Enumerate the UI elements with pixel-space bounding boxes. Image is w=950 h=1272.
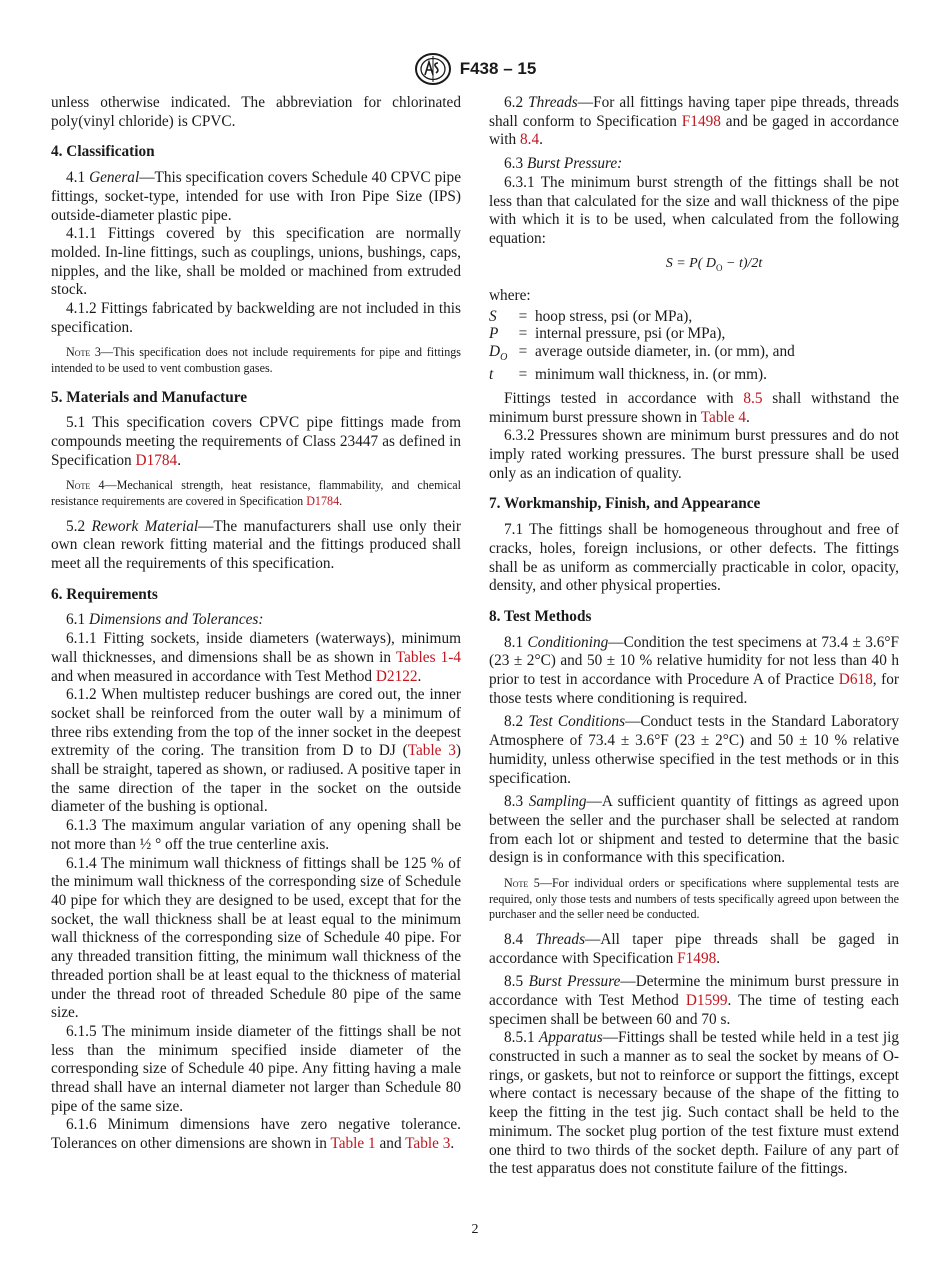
paragraph-4-1-2: 4.1.2 Fittings fabricated by backwelding are not included in this specification. (51, 300, 461, 336)
where-label: where: (489, 287, 531, 305)
paragraph-4-1: 4.1 General—This specification covers Schedule 40 CPVC pipe fittings, socket-type, intended for use with Iron Pipe Size (IPS) outside-diameter plastic pipe. (51, 169, 461, 224)
ref-table-1-link[interactable]: Table 1 (330, 1135, 376, 1153)
ref-d1599-link[interactable]: D1599 (685, 991, 728, 1009)
paragraph-8-2: 8.2 Test Conditions—Conduct tests in the Standard Laboratory Atmosphere of 73.4 ± 3.6°F (23 ± 2°C) and 50 ± 10 % relative humidity, unless otherwise specified in the test methods or in this specification. (489, 713, 899, 787)
note-3: Note 3—This specification does not include requirements for pipe and fittings intended to be used to vent combustion gases. (51, 345, 462, 376)
paragraph-8-3: 8.3 Sampling—A sufficient quantity of fittings as agreed upon between the seller and the purchaser shall be selected at random from each lot or shipment and tested to determine that the basic design is in conformance with this specification. (489, 793, 900, 867)
ref-d1784-note-link[interactable]: D1784 (306, 494, 340, 509)
variable-row: t = minimum wall thickness, in. (or mm). (489, 366, 767, 384)
paragraph-8-5-1: 8.5.1 Apparatus—Fittings shall be tested while held in a test jig constructed in such a manner as to seal the socket by means of O-rings, or gaskets, but not to reinforce or support the fittings, except where contact is necessary because of the shape of the fitting to keep the fitting in the test jig. Such contact shall be held to the minimum. The socket plug portion of the test fixture must extend one third to two thirds of the socket depth. Failure of any part of the test apparatus does not constitute failure of the fittings. (489, 1029, 899, 1178)
paragraph-6-2: 6.2 Threads—For all fittings having taper pipe threads, threads shall conform to Specification F1498 and be gaged in accordance with 8.4. (489, 94, 899, 149)
ref-f1498-link-2[interactable]: F1498 (677, 949, 717, 967)
paragraph-6-1-1: 6.1.1 Fitting sockets, inside diameters (waterways), minimum wall thicknesses, and dimensions shall be as shown in Tables 1-4 and when measured in accordance with Test Method D2122. (51, 630, 462, 685)
note-5: Note 5—For individual orders or specifications where supplemental tests are required, only those tests and numbers of tests specifically agreed upon between the purchaser and the seller need be conducted. (489, 876, 899, 922)
paragraph-6-1-4: 6.1.4 The minimum wall thickness of fittings shall be 125 % of the minimum wall thickness of the corresponding size of Schedule 40 pipe for which they are designed to be used, except that for the socket, the wall thickness shall be at least equal to the minimum wall thickness of the corresponding size of Schedule 40 pipe. For any threaded transition fitting, the minimum wall thickness of the threaded portion shall be at least equal to the thickness of material under the thread root of threaded Schedule 80 pipe of the same size. (51, 854, 461, 1022)
paragraph-5-1: 5.1 This specification covers CPVC pipe fittings made from compounds meeting the requirements of Class 23447 as defined in Specification D1784. (51, 414, 461, 469)
document-id: F438 – 15 (459, 59, 537, 78)
variable-row: S = hoop stress, psi (or MPa), (489, 307, 693, 325)
paragraph-4-1-1: 4.1.1 Fittings covered by this specification are normally molded. In-line fittings, such as couplings, unions, bushings, caps, nipples, and the like, shall be molded or machined from extruded stock. (51, 225, 461, 299)
ref-d2122-link[interactable]: D2122 (375, 667, 418, 685)
ref-f1498-link[interactable]: F1498 (681, 112, 721, 130)
paragraph-8-4: 8.4 Threads—All taper pipe threads shall be gaged in accordance with Specification F1498. (489, 930, 899, 967)
ref-table-3-link-2[interactable]: Table 3 (405, 1135, 451, 1153)
paragraph-6-3: 6.3 Burst Pressure: (504, 155, 623, 173)
paragraph-5-2: 5.2 Rework Material—The manufacturers shall use only their own clean rework fitting material and the fittings produced shall meet all the requirements of this specification. (51, 517, 461, 573)
section-7-heading: 7. Workmanship, Finish, and Appearance (489, 495, 761, 513)
ref-8-4-link[interactable]: 8.4 (520, 131, 540, 149)
paragraph-8-1: 8.1 Conditioning—Condition the test specimens at 73.4 ± 3.6°F (23 ± 2°C) and 50 ± 10 % relative humidity for not less than 40 h prior to test in accordance with Procedure A of Practice D618, for those tests where conditioning is required. (489, 633, 899, 707)
burst-equation: S = P( $D_O - t)/2t$ (665, 255, 763, 273)
paragraph-7-1: 7.1 The fittings shall be homogeneous throughout and free of cracks, holes, foreign inclusions, or other defects. The fittings shall be as uniform as commercially practicable in color, opacity, density, and other physical properties. (489, 521, 899, 595)
paragraph-6-1-5: 6.1.5 The minimum inside diameter of the fittings shall be not less than the minimum specified inside diameter of the corresponding size of Schedule 40 pipe. Any fitting having a male thread shall have an internal diameter not larger than Schedule 80 pipe of the same size. (51, 1022, 461, 1115)
ref-8-5-link[interactable]: 8.5 (743, 389, 763, 407)
variable-row: P = internal pressure, psi (or MPa), (489, 325, 726, 343)
section-5-heading: 5. Materials and Manufacture (51, 388, 248, 406)
paragraph-8-5: 8.5 Burst Pressure—Determine the minimum burst pressure in accordance with Test Method D1599. The time of testing each specimen shall be between 60 and 70 s. (489, 973, 899, 1028)
page-header (0, 52, 950, 88)
note-4: Note 4—Mechanical strength, heat resistance, flammability, and chemical resistance requirements are covered in Specification D1784. (51, 478, 461, 509)
ref-d1784-link[interactable]: D1784 (135, 451, 178, 469)
page-number: 2 (471, 1222, 479, 1237)
paragraph-6-1: 6.1 Dimensions and Tolerances: (66, 611, 264, 629)
paragraph-6-3-1: 6.3.1 The minimum burst strength of the fittings shall be not less than that calculated for the size and wall thickness of the pipe with which it is to be used, when calculated from the following equation: (489, 173, 899, 247)
left-column (51, 94, 461, 1154)
section-4-heading: 4. Classification (51, 143, 155, 161)
ref-table-4-link[interactable]: Table 4 (700, 408, 746, 426)
astm-logo-icon (414, 52, 452, 86)
variable-row: $D_O$ = average outside diameter, in. (or mm), and (489, 342, 795, 363)
ref-table-3-link[interactable]: Table 3 (407, 742, 456, 760)
ref-tables-1-4-link[interactable]: Tables 1-4 (395, 648, 462, 666)
variable-list (489, 308, 795, 384)
paragraph-6-1-2: 6.1.2 When multistep reducer bushings are cored out, the inner socket shall be reinforced from the outer wall by a minimum of three ribs extending from the top of the inner socket in the deepest extremity of the coring. The transition from D to DJ (Table 3) shall be straight, tapered as shown, or radiused. A positive taper in the same direction of the taper in the socket on the outside diameter of the bushing is optional. (51, 686, 461, 816)
paragraph-6-1-6: 6.1.6 Minimum dimensions have zero negative tolerance. Tolerances on other dimensions are shown in Table 1 and Table 3. (51, 1116, 461, 1153)
intro-paragraph: unless otherwise indicated. The abbreviation for chlorinated poly(vinyl chloride) is CPVC. (51, 94, 461, 130)
paragraph-fittings-tested: Fittings tested in accordance with 8.5 shall withstand the minimum burst pressure shown in Table 4. (489, 389, 899, 426)
section-8-heading: 8. Test Methods (489, 607, 592, 625)
right-column (489, 94, 899, 1179)
section-6-heading: 6. Requirements (51, 585, 158, 603)
paragraph-6-1-3: 6.1.3 The maximum angular variation of any opening shall be not more than ½ ° off the true centerline axis. (51, 817, 461, 853)
ref-d618-link[interactable]: D618 (838, 671, 873, 689)
paragraph-6-3-2: 6.3.2 Pressures shown are minimum burst pressures and do not imply rated working pressures. The burst pressure shall be used only as an indication of quality. (489, 427, 899, 482)
